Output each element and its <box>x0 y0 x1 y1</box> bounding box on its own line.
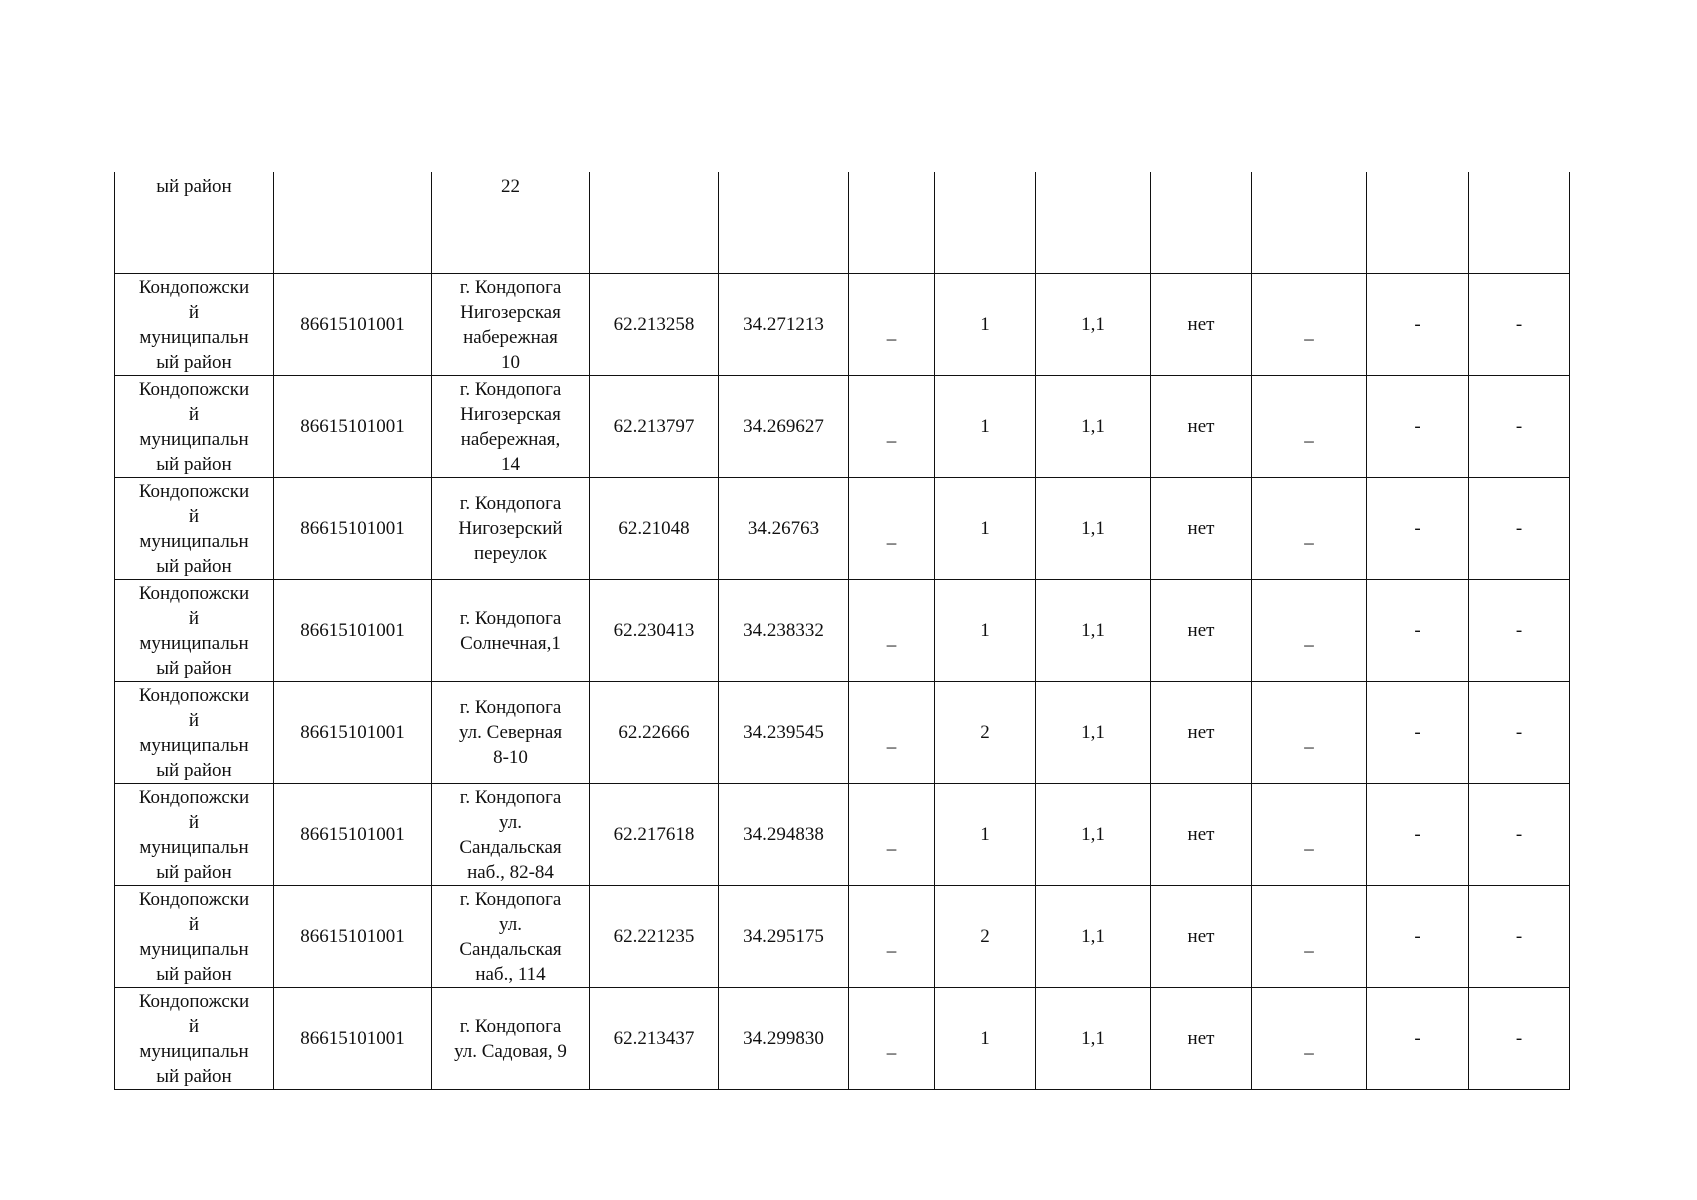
dash-mark: _ <box>1304 730 1314 751</box>
cell-col7: 2 <box>935 886 1036 988</box>
cell-longitude: 34.271213 <box>719 274 849 376</box>
cell-latitude <box>590 172 719 274</box>
cell-col10 <box>1252 784 1367 886</box>
cell-municipality: Кондопожски й муниципальн ый район <box>115 376 274 478</box>
cell-col8 <box>1036 172 1151 274</box>
cell-col6 <box>849 376 935 478</box>
cell-latitude: 62.213258 <box>590 274 719 376</box>
cell-col6 <box>849 886 935 988</box>
cell-col12: - <box>1469 376 1570 478</box>
dash-mark: _ <box>886 322 897 343</box>
cell-latitude: 62.21048 <box>590 478 719 580</box>
cell-address: г. Кондопога Нигозерская набережная 10 <box>432 274 590 376</box>
cell-col10 <box>1252 478 1367 580</box>
cell-municipality: Кондопожски й муниципальн ый район <box>115 580 274 682</box>
cell-municipality: Кондопожски й муниципальн ый район <box>115 682 274 784</box>
cell-longitude: 34.239545 <box>719 682 849 784</box>
cell-col8: 1,1 <box>1036 784 1151 886</box>
cell-col11: - <box>1367 478 1469 580</box>
cell-col7: 1 <box>935 274 1036 376</box>
cell-longitude: 34.269627 <box>719 376 849 478</box>
cell-col12: - <box>1469 886 1570 988</box>
cell-longitude: 34.26763 <box>719 478 849 580</box>
cell-oktmo: 86615101001 <box>274 580 432 682</box>
table-row-continuation <box>115 172 1570 274</box>
cell-col12: - <box>1469 274 1570 376</box>
cell-col9: нет <box>1151 376 1252 478</box>
cell-col6 <box>849 580 935 682</box>
cell-col7: 1 <box>935 580 1036 682</box>
dash-mark: _ <box>1304 1036 1314 1057</box>
cell-col6 <box>849 172 935 274</box>
cell-col11: - <box>1367 886 1469 988</box>
cell-col8: 1,1 <box>1036 376 1151 478</box>
cell-col9: нет <box>1151 478 1252 580</box>
table-row <box>115 580 1570 682</box>
cell-oktmo: 86615101001 <box>274 478 432 580</box>
cell-longitude: 34.238332 <box>719 580 849 682</box>
dash-mark: _ <box>1304 322 1314 343</box>
cell-oktmo: 86615101001 <box>274 274 432 376</box>
cell-col12: - <box>1469 988 1570 1090</box>
cell-col12: - <box>1469 682 1570 784</box>
cell-col8: 1,1 <box>1036 274 1151 376</box>
dash-mark: _ <box>886 526 897 547</box>
cell-latitude: 62.230413 <box>590 580 719 682</box>
cell-latitude: 62.221235 <box>590 886 719 988</box>
cell-col8: 1,1 <box>1036 580 1151 682</box>
table-row <box>115 988 1570 1090</box>
dash-mark: _ <box>1304 934 1314 955</box>
cell-address: 22 <box>432 172 590 274</box>
cell-col7: 1 <box>935 376 1036 478</box>
cell-col12: - <box>1469 580 1570 682</box>
cell-col7: 1 <box>935 784 1036 886</box>
cell-col6 <box>849 274 935 376</box>
cell-col9: нет <box>1151 682 1252 784</box>
cell-latitude: 62.217618 <box>590 784 719 886</box>
cell-address: г. Кондопога ул. Северная 8-10 <box>432 682 590 784</box>
dash-mark: _ <box>1304 628 1314 649</box>
cell-col12 <box>1469 172 1570 274</box>
cell-col6 <box>849 784 935 886</box>
cell-col8: 1,1 <box>1036 682 1151 784</box>
cell-address: г. Кондопога Нигозерская набережная, 14 <box>432 376 590 478</box>
dash-mark: _ <box>886 934 897 955</box>
cell-longitude <box>719 172 849 274</box>
cell-address: г. Кондопога ул. Садовая, 9 <box>432 988 590 1090</box>
dash-mark: _ <box>1304 832 1314 853</box>
cell-col8: 1,1 <box>1036 988 1151 1090</box>
cell-col9: нет <box>1151 886 1252 988</box>
cell-col10 <box>1252 274 1367 376</box>
cell-oktmo: 86615101001 <box>274 376 432 478</box>
cell-col10 <box>1252 886 1367 988</box>
cell-col9: нет <box>1151 784 1252 886</box>
cell-oktmo: 86615101001 <box>274 682 432 784</box>
dash-mark: _ <box>886 730 897 751</box>
cell-oktmo: 86615101001 <box>274 988 432 1090</box>
cell-oktmo: 86615101001 <box>274 886 432 988</box>
dash-mark: _ <box>1304 424 1314 445</box>
cell-col9 <box>1151 172 1252 274</box>
table-row <box>115 682 1570 784</box>
cell-municipality: Кондопожски й муниципальн ый район <box>115 478 274 580</box>
cell-address: г. Кондопога Нигозерский переулок <box>432 478 590 580</box>
table-row <box>115 886 1570 988</box>
cell-address: г. Кондопога Солнечная,1 <box>432 580 590 682</box>
dash-mark: _ <box>886 832 897 853</box>
dash-mark: _ <box>886 628 897 649</box>
table-row <box>115 274 1570 376</box>
cell-latitude: 62.213437 <box>590 988 719 1090</box>
table-row <box>115 478 1570 580</box>
cell-col8: 1,1 <box>1036 886 1151 988</box>
cell-longitude: 34.295175 <box>719 886 849 988</box>
cell-municipality: ый район <box>115 172 274 274</box>
cell-municipality: Кондопожски й муниципальн ый район <box>115 988 274 1090</box>
cell-col11: - <box>1367 682 1469 784</box>
cell-col12: - <box>1469 784 1570 886</box>
cell-municipality: Кондопожски й муниципальн ый район <box>115 784 274 886</box>
cell-oktmo: 86615101001 <box>274 784 432 886</box>
cell-col7 <box>935 172 1036 274</box>
cell-col9: нет <box>1151 580 1252 682</box>
cell-latitude: 62.213797 <box>590 376 719 478</box>
table-row <box>115 784 1570 886</box>
cell-col11: - <box>1367 580 1469 682</box>
cell-latitude: 62.22666 <box>590 682 719 784</box>
cell-col10 <box>1252 580 1367 682</box>
cell-col11: - <box>1367 274 1469 376</box>
cell-col12: - <box>1469 478 1570 580</box>
dash-mark: _ <box>1304 526 1314 547</box>
cell-longitude: 34.294838 <box>719 784 849 886</box>
cell-col11: - <box>1367 784 1469 886</box>
cell-col6 <box>849 478 935 580</box>
cell-col7: 1 <box>935 478 1036 580</box>
cell-col10 <box>1252 172 1367 274</box>
cell-col11 <box>1367 172 1469 274</box>
cell-address: г. Кондопога ул. Сандальская наб., 82-84 <box>432 784 590 886</box>
cell-col9: нет <box>1151 988 1252 1090</box>
dash-mark: _ <box>886 424 897 445</box>
cell-col11: - <box>1367 988 1469 1090</box>
cell-municipality: Кондопожски й муниципальн ый район <box>115 274 274 376</box>
cell-oktmo <box>274 172 432 274</box>
cell-col6 <box>849 682 935 784</box>
cell-col10 <box>1252 682 1367 784</box>
cell-col9: нет <box>1151 274 1252 376</box>
waste-sites-table <box>114 172 1570 1090</box>
cell-col10 <box>1252 376 1367 478</box>
cell-col11: - <box>1367 376 1469 478</box>
cell-col6 <box>849 988 935 1090</box>
table-row <box>115 376 1570 478</box>
cell-address: г. Кондопога ул. Сандальская наб., 114 <box>432 886 590 988</box>
cell-municipality: Кондопожски й муниципальн ый район <box>115 886 274 988</box>
cell-col8: 1,1 <box>1036 478 1151 580</box>
cell-col7: 1 <box>935 988 1036 1090</box>
cell-longitude: 34.299830 <box>719 988 849 1090</box>
dash-mark: _ <box>886 1036 897 1057</box>
cell-col10 <box>1252 988 1367 1090</box>
cell-col7: 2 <box>935 682 1036 784</box>
